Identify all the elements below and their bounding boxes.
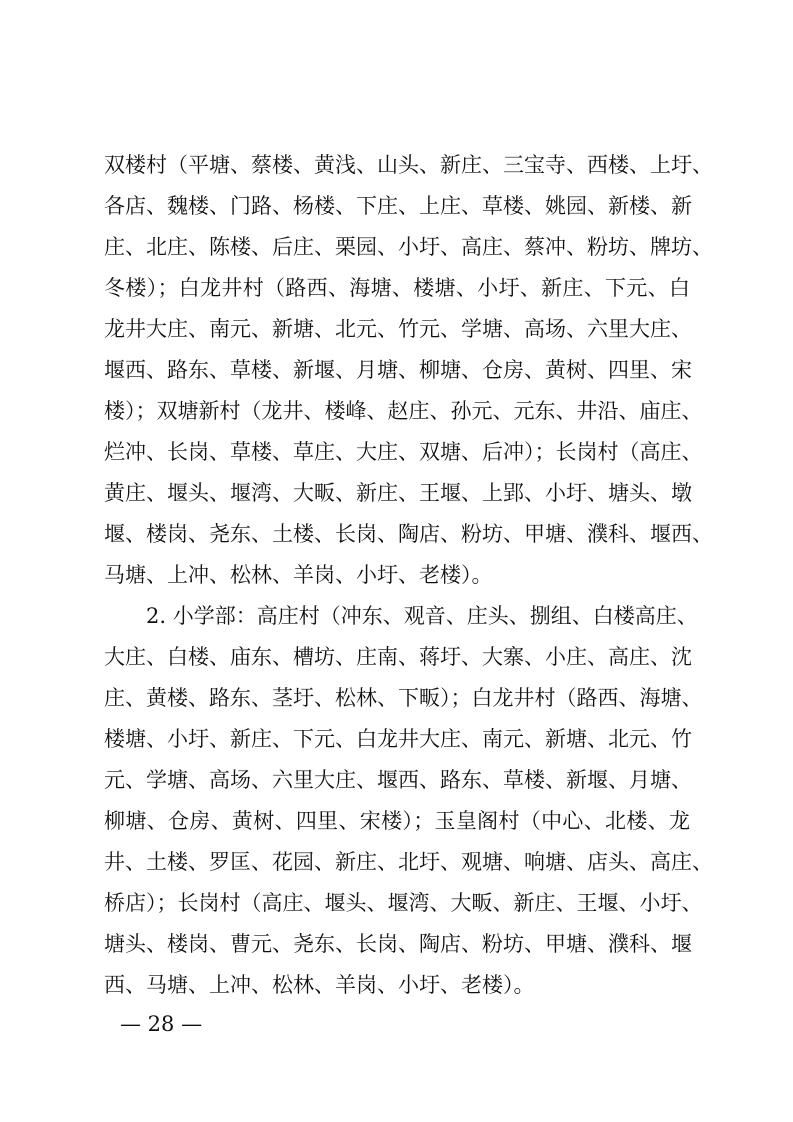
text-line: 烂冲、长岗、草楼、草庄、大庄、双塘、后冲）；长岗村（高庄、 xyxy=(104,440,703,464)
text-line: 龙井大庄、南元、新塘、北元、竹元、学塘、高场、六里大庄、 xyxy=(104,317,692,341)
text-line: 桥店）；长岗村（高庄、堰头、堰湾、大畈、新庄、王堰、小圩、 xyxy=(104,891,703,915)
text-line: 大庄、白楼、庙东、槽坊、庄南、蒋圩、大寨、小庄、高庄、沈 xyxy=(104,645,692,669)
text-line: 楼）；双塘新村（龙井、楼峰、赵庄、孙元、元东、井沿、庙庄、 xyxy=(104,399,703,423)
text-line: 柳塘、仓房、黄树、四里、宋楼）；玉皇阁村（中心、北楼、龙 xyxy=(104,809,690,833)
text-line: 双楼村（平塘、蔡楼、黄浅、山头、新庄、三宝寺、西楼、上圩、 xyxy=(104,153,713,177)
section-heading-line: 2. 小学部：高庄村（冲东、观音、庄头、捌组、白楼高庄、 xyxy=(146,604,698,628)
text-line: 楼塘、小圩、新庄、下元、白龙井大庄、南元、新塘、北元、竹 xyxy=(104,727,692,751)
text-line: 堰西、路东、草楼、新堰、月塘、柳塘、仓房、黄树、四里、宋 xyxy=(104,358,692,382)
text-line: 各店、魏楼、门路、杨楼、下庄、上庄、草楼、姚园、新楼、新 xyxy=(104,194,692,218)
text-line: 井、土楼、罗匡、花园、新庄、北圩、观塘、响塘、店头、高庄、 xyxy=(104,850,713,874)
text-line: 冬楼）；白龙井村（路西、海塘、楼塘、小圩、新庄、下元、白 xyxy=(104,276,690,300)
text-line: 庄、黄楼、路东、茎圩、松林、下畈）；白龙井村（路西、海塘、 xyxy=(104,686,703,710)
text-line: 西、马塘、上冲、松林、羊岗、小圩、老楼）。 xyxy=(104,973,535,997)
page-number: — 28 — xyxy=(120,1012,203,1036)
text-line: 庄、北庄、陈楼、后庄、栗园、小圩、高庄、蔡冲、粉坊、牌坊、 xyxy=(104,235,713,259)
text-line: 元、学塘、高场、六里大庄、堰西、路东、草楼、新堰、月塘、 xyxy=(104,768,692,792)
text-line: 堰、楼岗、尧东、土楼、长岗、陶店、粉坊、甲塘、濮科、堰西、 xyxy=(104,522,713,546)
text-line: 黄庄、堰头、堰湾、大畈、新庄、王堰、上郢、小圩、塘头、墩 xyxy=(104,481,692,505)
text-line: 马塘、上冲、松林、羊岗、小圩、老楼）。 xyxy=(104,563,493,587)
text-line: 塘头、楼岗、曹元、尧东、长岗、陶店、粉坊、甲塘、濮科、堰 xyxy=(104,932,692,956)
